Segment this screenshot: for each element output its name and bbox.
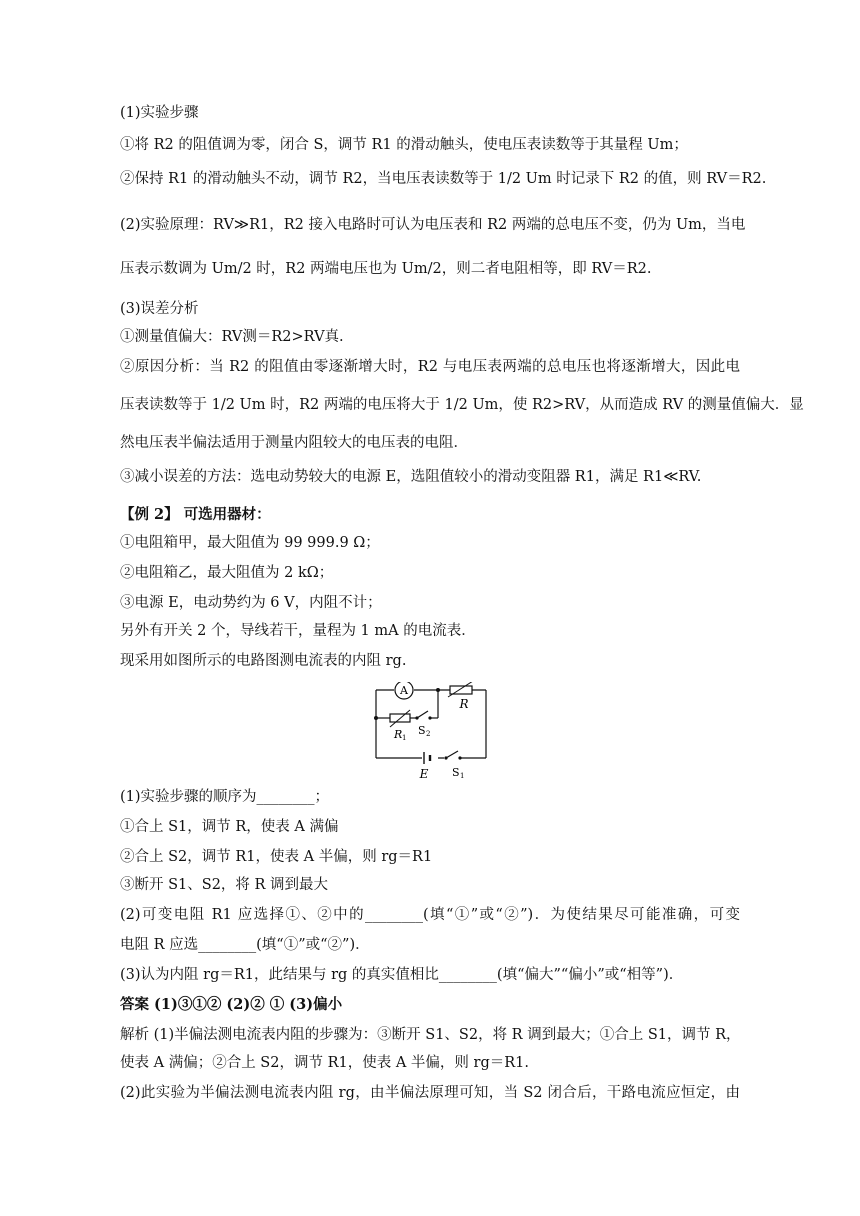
question-3: (3)认为内阻 rg＝R1，此结果与 rg 的真实值相比________(填“偏大”“偏小”或“相等”)． [120, 967, 684, 983]
svg-text:E: E [419, 767, 429, 781]
error-cause-line-1: ②原因分析：当 R2 的阻值由零逐渐增大时，R2 与电压表两端的总电压也将逐渐增大，因此电 [120, 359, 740, 375]
junction-top [436, 688, 440, 692]
svg-text:2: 2 [426, 730, 431, 738]
step-1: ①将 R2 的阻值调为零，闭合 S，调节 R1 的滑动触头，使电压表读数等于其量程 Um； [120, 137, 688, 153]
svg-text:1: 1 [402, 734, 407, 742]
equipment-1: ①电阻箱甲，最大阻值为 99 999.9 Ω； [120, 535, 380, 551]
question-1: (1)实验步骤的顺序为________； [120, 789, 330, 805]
equipment-3: ③电源 E，电动势约为 6 V，内阻不计； [120, 595, 382, 611]
svg-text:R: R [394, 728, 403, 741]
answer: 答案 (1)③①② (2)② ① (3)偏小 [120, 996, 343, 1013]
error-measured-larger: ①测量值偏大：RV测＝R2>RV真. [120, 329, 344, 345]
equipment-other: 另外有开关 2 个，导线若干，量程为 1 mA 的电流表． [120, 623, 476, 639]
battery-e [419, 752, 430, 781]
resistance-box-r1 [390, 710, 416, 742]
example-2-heading: 【例 2】 可选用器材： [120, 506, 271, 523]
svg-text:R: R [459, 697, 469, 711]
svg-text:S: S [418, 724, 426, 737]
question-1-option-1: ①合上 S1，调节 R，使表 A 满偏 [120, 819, 339, 835]
error-reduction: ③减小误差的方法：选电动势较大的电源 E，选阻值较小的滑动变阻器 R1，满足 R1≪RV. [120, 469, 702, 485]
error-cause-line-2: 压表读数等于 1/2 Um 时，R2 两端的电压将大于 1/2 Um，使 R2>RV，从而造成 RV 的测量值偏大．显 [120, 397, 804, 413]
svg-text:1: 1 [460, 772, 465, 780]
question-2-line-1: (2)可变电阻 R1 应选择①、②中的________(填“①”或“②”)．为使结果尽可能准确，可变 [120, 907, 740, 923]
analysis-line-3: (2)此实验为半偏法测电流表内阻 rg，由半偏法原理可知，当 S2 闭合后，干路电流应恒定，由 [120, 1085, 740, 1101]
question-1-option-2: ②合上 S2，调节 R1，使表 A 半偏，则 rg＝R1 [120, 849, 433, 865]
rheostat-r [448, 682, 473, 711]
principle-line-1: (2)实验原理：RV≫R1，R2 接入电路时可认为电压表和 R2 两端的总电压不变，仍为 Um，当电 [120, 217, 746, 233]
section-experiment-steps: (1)实验步骤 [120, 105, 199, 121]
question-1-option-3: ③断开 S1、S2，将 R 调到最大 [120, 877, 329, 893]
section-error-analysis: (3)误差分析 [120, 301, 199, 317]
problem-statement: 现采用如图所示的电路图测电流表的内阻 rg. [120, 653, 407, 669]
analysis-line-2: 使表 A 满偏；②合上 S2，调节 R1，使表 A 半偏，则 rg＝R1. [120, 1055, 529, 1071]
circuit-diagram [360, 682, 500, 782]
equipment-2: ②电阻箱乙，最大阻值为 2 kΩ； [120, 565, 334, 581]
switch-s2 [415, 711, 431, 738]
svg-text:A: A [400, 684, 408, 697]
junction-left [374, 716, 378, 720]
principle-line-2: 压表示数调为 Um/2 时，R2 两端电压也为 Um/2，则二者电阻相等，即 RV＝R2. [120, 261, 652, 277]
svg-text:S: S [452, 766, 460, 779]
question-2-line-2: 电阻 R 应选________(填“①”或“②”)． [120, 937, 370, 953]
error-cause-line-3: 然电压表半偏法适用于测量内阻较大的电压表的电阻． [120, 435, 468, 451]
ammeter [395, 682, 413, 699]
analysis-line-1: 解析 (1)半偏法测电流表内阻的步骤为：③断开 S1、S2，将 R 调到最大；①合上 S1，调节 R， [120, 1027, 741, 1043]
switch-s1 [444, 751, 464, 780]
step-2: ②保持 R1 的滑动触头不动，调节 R2，当电压表读数等于 1/2 Um 时记录下 R2 的值，则 RV＝R2. [120, 171, 767, 187]
